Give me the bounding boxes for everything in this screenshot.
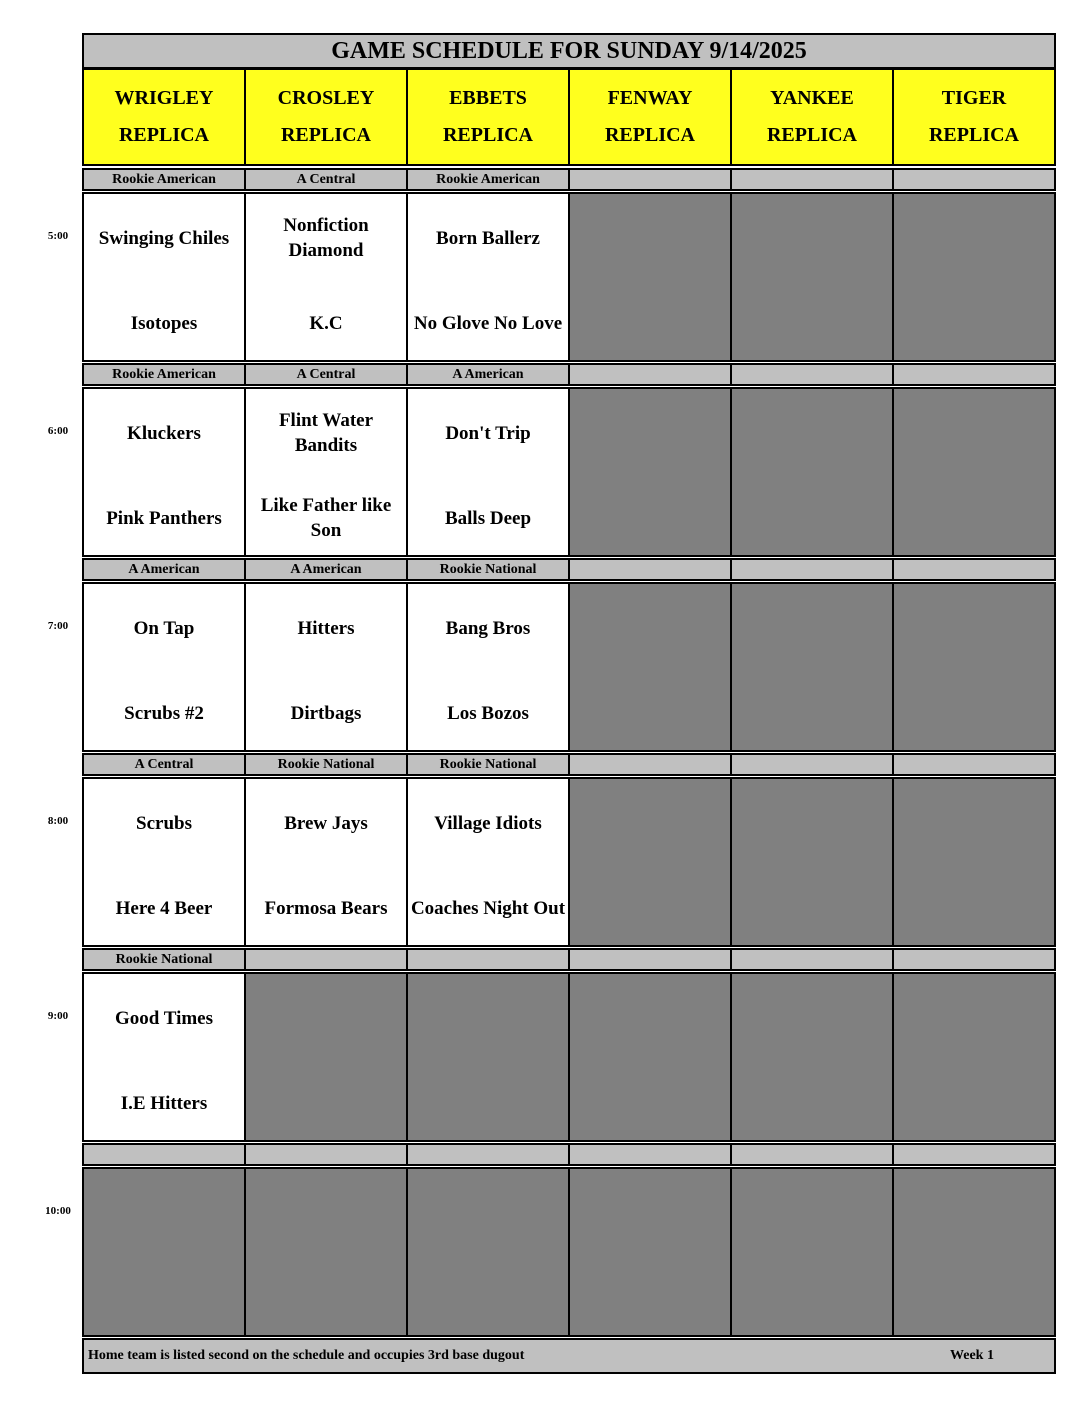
game-cell [244, 777, 408, 947]
field-header-3 [568, 68, 732, 166]
empty-slot [244, 972, 408, 1142]
division-label: Rookie National [406, 753, 570, 776]
empty-slot [730, 777, 894, 947]
division-label: Rookie American [406, 168, 570, 191]
schedule-footer [82, 1338, 1056, 1374]
empty-slot [730, 582, 894, 752]
game-cell [406, 777, 570, 947]
schedule-title: GAME SCHEDULE FOR SUNDAY 9/14/2025 [82, 33, 1056, 69]
empty-slot [568, 972, 732, 1142]
empty-slot [892, 972, 1056, 1142]
field-header-4 [730, 68, 894, 166]
time-label: 9:00 [47, 1010, 69, 1022]
game-cell [406, 387, 570, 557]
field-subtitle: REPLICA [280, 124, 371, 146]
away-team: Village Idiots [434, 812, 542, 834]
home-team: K.C [309, 312, 343, 334]
division-label [892, 168, 1056, 191]
away-team: Kluckers [127, 422, 201, 444]
field-header-5 [892, 68, 1056, 166]
division-label [730, 1143, 894, 1166]
division-label: A American [244, 558, 408, 581]
division-label [892, 948, 1056, 971]
field-subtitle: REPLICA [118, 124, 209, 146]
field-name: WRIGLEY [114, 87, 214, 109]
home-team: Balls Deep [444, 507, 532, 529]
away-team: Nonfiction Diamond [283, 215, 369, 261]
division-label [568, 363, 732, 386]
field-name: CROSLEY [277, 87, 375, 109]
division-label [730, 168, 894, 191]
empty-slot [568, 582, 732, 752]
home-team: Here 4 Beer [115, 897, 213, 919]
home-team: Formosa Bears [264, 897, 388, 919]
away-team: Brew Jays [284, 812, 368, 834]
time-label: 8:00 [47, 815, 69, 827]
home-team: No Glove No Love [413, 312, 563, 334]
division-label [568, 753, 732, 776]
home-team: Like Father like Son [260, 495, 392, 541]
division-label [568, 1143, 732, 1166]
field-header-2 [406, 68, 570, 166]
home-team: I.E Hitters [120, 1092, 208, 1114]
empty-slot [892, 387, 1056, 557]
game-cell [82, 387, 246, 557]
game-cell [244, 582, 408, 752]
game-cell [82, 192, 246, 362]
field-subtitle: REPLICA [766, 124, 857, 146]
game-cell [244, 387, 408, 557]
away-team: Good Times [114, 1007, 213, 1029]
field-name: FENWAY [607, 87, 693, 109]
empty-slot [568, 777, 732, 947]
field-header-1 [244, 68, 408, 166]
division-label [406, 1143, 570, 1166]
division-label [730, 558, 894, 581]
game-cell [82, 972, 246, 1142]
away-team: Born Ballerz [436, 227, 540, 249]
home-team: Isotopes [130, 312, 198, 334]
field-subtitle: REPLICA [928, 124, 1019, 146]
division-label [892, 753, 1056, 776]
field-header-0 [82, 68, 246, 166]
time-label: 7:00 [47, 620, 69, 632]
division-label [892, 1143, 1056, 1166]
division-label [244, 948, 408, 971]
empty-slot [730, 387, 894, 557]
division-label [892, 558, 1056, 581]
field-name: TIGER [941, 87, 1007, 109]
division-label: Rookie American [82, 168, 246, 191]
empty-slot [892, 1167, 1056, 1337]
time-label: 6:00 [47, 425, 69, 437]
field-subtitle: REPLICA [604, 124, 695, 146]
division-label [406, 948, 570, 971]
game-cell [406, 582, 570, 752]
division-label [82, 1143, 246, 1166]
home-team: Scrubs #2 [124, 702, 204, 724]
week-label: Week 1 [950, 1348, 994, 1363]
empty-slot [730, 972, 894, 1142]
empty-slot [406, 972, 570, 1142]
home-team: Dirtbags [290, 702, 362, 724]
division-label [244, 1143, 408, 1166]
away-team: Swinging Chiles [98, 227, 230, 249]
division-label: A American [406, 363, 570, 386]
empty-slot [406, 1167, 570, 1337]
away-team: Hitters [297, 617, 355, 639]
division-label: Rookie National [82, 948, 246, 971]
division-label: A American [82, 558, 246, 581]
division-label: A Central [244, 363, 408, 386]
division-label: Rookie American [82, 363, 246, 386]
division-label [568, 168, 732, 191]
empty-slot [730, 1167, 894, 1337]
division-label: A Central [244, 168, 408, 191]
game-cell [82, 777, 246, 947]
home-team: Coaches Night Out [410, 897, 566, 919]
empty-slot [568, 1167, 732, 1337]
field-name: EBBETS [449, 87, 527, 109]
division-label [730, 753, 894, 776]
field-name: YANKEE [770, 87, 854, 109]
time-label: 10:00 [45, 1205, 71, 1217]
away-team: Scrubs [136, 812, 192, 834]
away-team: Don't Trip [445, 422, 531, 444]
division-label [568, 948, 732, 971]
empty-slot [892, 582, 1056, 752]
empty-slot [244, 1167, 408, 1337]
division-label [568, 558, 732, 581]
empty-slot [892, 777, 1056, 947]
empty-slot [892, 192, 1056, 362]
footer-note: Home team is listed second on the schedule and occupies 3rd base dugout [88, 1348, 525, 1363]
away-team: Bang Bros [445, 617, 531, 639]
home-team: Los Bozos [447, 702, 529, 724]
empty-slot [568, 387, 732, 557]
division-label [892, 363, 1056, 386]
division-label: Rookie National [244, 753, 408, 776]
game-cell [82, 582, 246, 752]
division-label [730, 948, 894, 971]
away-team: On Tap [133, 617, 195, 639]
time-label: 5:00 [47, 230, 69, 242]
away-team: Flint Water Bandits [278, 410, 374, 456]
game-cell [244, 192, 408, 362]
division-label [730, 363, 894, 386]
empty-slot [730, 192, 894, 362]
field-subtitle: REPLICA [442, 124, 533, 146]
division-label: Rookie National [406, 558, 570, 581]
game-cell [406, 192, 570, 362]
empty-slot [82, 1167, 246, 1337]
division-label: A Central [82, 753, 246, 776]
empty-slot [568, 192, 732, 362]
home-team: Pink Panthers [106, 507, 222, 529]
